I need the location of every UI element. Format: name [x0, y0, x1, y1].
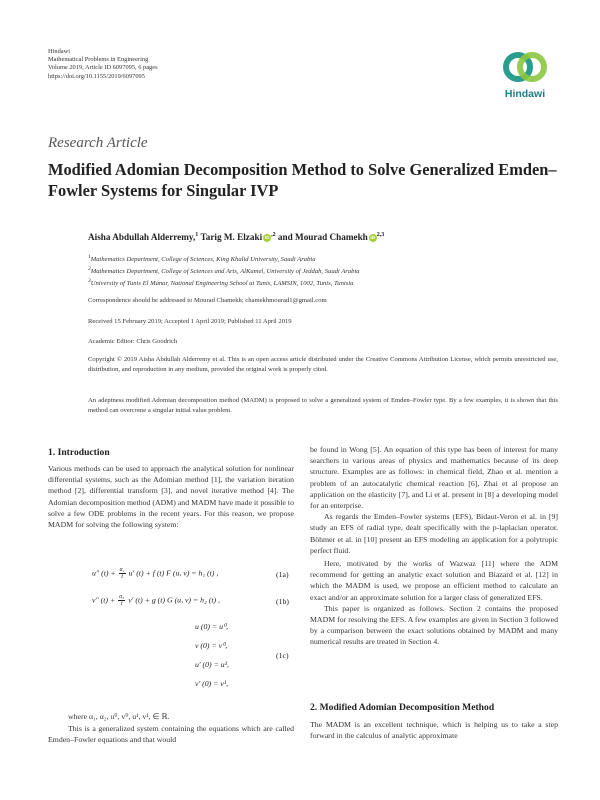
- author-conjunction: and: [277, 232, 293, 243]
- affil-sup: 3: [88, 278, 91, 284]
- author-3: Mourad Chamekh: [295, 232, 368, 243]
- initial-condition-2: v (0) = v⁰,: [195, 641, 228, 650]
- affil-text: Mathematics Department, College of Sciences, King Khalid University, Saudi Arabia: [90, 256, 316, 264]
- doi-link[interactable]: https://doi.org/10.1155/2019/6097095: [48, 72, 145, 80]
- initial-condition-1: u (0) = u⁰,: [195, 622, 229, 631]
- publisher-name: Hindawi: [48, 48, 71, 55]
- paragraph-text: Various methods can be used to approach the analytical solution for nonlinear differential systems, such as the Adomian method [1], the variation iteration method [2], differential transform [3], and novel iterative method [4]. The Adomian decomposition method (ADM) and MADM have made it possible to solve a few ODE problems in the recent years. For this reason, we propose MADM for solving the following system:: [48, 464, 294, 530]
- where-line: where α₁, α₂, u⁰, v⁰, u¹, v¹, ∈ ℝ.: [68, 712, 170, 721]
- affil-text: Mathematics Department, College of Sciences and Arts, AlKamel, University of Jeddah, Saudi Arabia: [90, 268, 360, 276]
- frac-num: α₂: [119, 594, 125, 600]
- author-list: [88, 232, 384, 242]
- eq-fraction: [118, 594, 125, 607]
- frac-num: α₁: [119, 567, 125, 573]
- affil-text: University of Tunis El Manar, National Engineering School at Tunis, LAMSIN, 1002, Tunis, Tunisia: [90, 280, 354, 288]
- paragraph-text: This paper is organized as follows. Section 2 contains the proposed MADM for resolving the EFS. A few examples are given in Section 3 followed by a comparison between the exact solutions obtained by MADM and many numerical results are treated in Section 4.: [310, 603, 558, 647]
- madm-paragraph: The MADM is an excellent technique, which is helping us to take a step forward in the calculus of analytic approximate: [310, 720, 558, 741]
- author-2: Tarig M. Elzaki: [200, 232, 263, 243]
- initial-condition-4: v′ (0) = v¹,: [195, 679, 229, 688]
- equation-1a: [92, 567, 218, 580]
- page-title: Modified Adomian Decomposition Method to Solve Generalized Emden–Fowler Systems for Singular IVP: [48, 160, 557, 200]
- initial-condition-3: u′ (0) = u¹,: [195, 660, 229, 669]
- hindawi-logo-text: Hindawi: [504, 88, 546, 100]
- right-column-text: [310, 444, 558, 648]
- volume-line: Volume 2019, Article ID 6097095, 6 pages: [48, 64, 158, 72]
- frac-den: t: [121, 574, 123, 580]
- article-type: Research Article: [48, 135, 148, 151]
- eq-part: v′ (t) + g (t) G (u, v) = h₂ (t) ,: [128, 595, 220, 605]
- abstract: An adeptness modified Adomian decomposition method (MADM) is proposed to solve a generalized system of Emden–Fowler type. By a few examples, it is shown that this method can overcome a singular initial value problem.: [88, 397, 558, 414]
- equation-label-1c: (1c): [276, 651, 289, 660]
- orcid-icon[interactable]: iD: [264, 235, 270, 241]
- intro-paragraph-2: This is a generalized system containing the equations which are called Emden–Fowler equations and that would: [48, 724, 294, 745]
- orcid-icon[interactable]: iD: [370, 235, 376, 241]
- academic-editor: Academic Editor: Chris Goodrich: [88, 338, 178, 345]
- affil-sup: 2: [88, 266, 91, 272]
- author-1: Aisha Abdullah Alderremy,: [88, 232, 196, 243]
- affiliation-3: [88, 278, 353, 287]
- intro-paragraph-1: [48, 463, 294, 530]
- equation-1b: [92, 594, 220, 607]
- journal-name: Mathematical Problems in Engineering: [48, 56, 149, 64]
- journal-header: [48, 48, 158, 81]
- frac-den: t: [120, 601, 123, 607]
- equation-label-1b: (1b): [276, 597, 289, 606]
- author-2-affil: ,2: [271, 232, 276, 238]
- affiliation-2: [88, 266, 360, 275]
- author-3-affil: 2,3: [376, 232, 385, 238]
- eq-part: v″ (t) +: [92, 595, 116, 605]
- eq-fraction: [119, 567, 126, 580]
- correspondence: Correspondence should be addressed to Mourad Chamekh; chamekhmourad1@gmail.com: [88, 297, 327, 304]
- author-1-affil: 1: [195, 232, 199, 238]
- paragraph-text: As regards the Emden–Fowler systems (EFS), Bidaut-Veron et al. in [9] study an EFS of radial type, dealt specifically with the p-laplacian operator. Böhmer et al. in [10] present an EFS modeling an application for a polytropic perfect fluid.: [310, 512, 558, 555]
- copyright-notice: Copyright © 2019 Aisha Abdullah Alderremy et al. This is an open access article distributed under the Creative Commons Attribution License, which permits unrestricted use, distribution, and reproduction in any medium, provided the original work is properly cited.: [88, 356, 558, 373]
- section-heading-introduction: 1. Introduction: [48, 447, 110, 458]
- paragraph-text: be found in Wong [5]. An equation of this type has been of interest for many searchers in various areas of physics and mathematics because of its deep structure. Examples are as follows: in chemical field, Zhao et al. mention a problem of an autocatalytic chemical reaction [6], Zhai et al propose an application on the elasticity [7], and Li et al. present in [8] a developing model for an enterprise.: [310, 445, 558, 511]
- eq-part: u′ (t) + f (t) F (u, v) = h₁ (t) ,: [128, 568, 219, 578]
- paragraph-text: Here, motivated by the works of Wazwaz [11] where the ADM recommend for getting an analytic exact solution and Biazard et al. [12] in which the MADM is used, we propose an efficient method to calculate an exact and/or an approximate solution for a larger class of generalized EFS.: [310, 559, 558, 602]
- section-heading-madm: 2. Modified Adomian Decomposition Method: [310, 702, 495, 713]
- dates: Received 15 February 2019; Accepted 1 April 2019; Published 11 April 2019: [88, 318, 292, 325]
- affiliation-1: [88, 254, 316, 263]
- eq-part: u″ (t) +: [92, 568, 116, 578]
- affil-sup: 1: [88, 254, 91, 260]
- equation-label-1a: (1a): [276, 570, 289, 579]
